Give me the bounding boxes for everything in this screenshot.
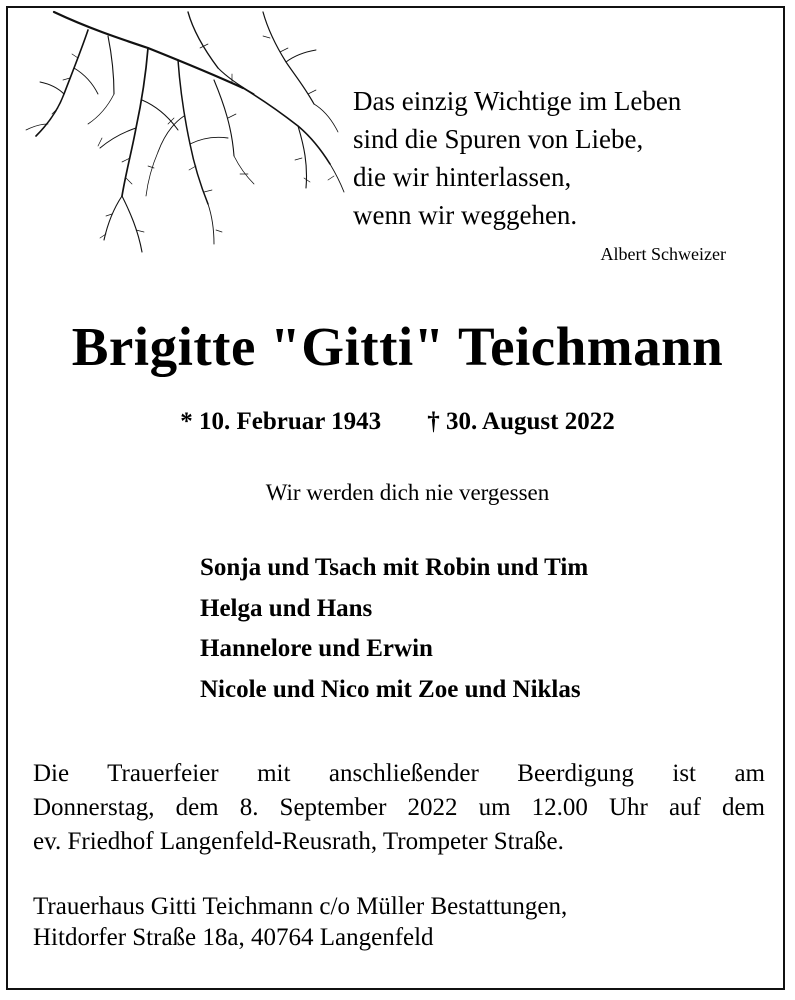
- mourner-line: Hannelore und Erwin: [200, 635, 433, 662]
- quote-line: Das einzig Wichtige im Leben: [353, 86, 682, 116]
- ceremony-notice: [33, 757, 765, 859]
- mourner-line: Helga und Hans: [200, 594, 373, 622]
- ceremony-line: Die Trauerfeier mit anschließender Beerdigung ist am: [33, 760, 765, 787]
- mourner-line: Nicole und Nico mit Zoe und Niklas: [200, 675, 581, 703]
- quote: [353, 82, 773, 234]
- deceased-name: Brigitte "Gitti" Teichmann: [71, 316, 724, 377]
- quote-line: die wir hinterlassen,: [353, 162, 572, 192]
- address-line: Trauerhaus Gitti Teichmann c/o Müller Bestattungen,: [33, 893, 568, 920]
- life-dates: [0, 408, 795, 436]
- quote-author: Albert Schweizer: [600, 244, 726, 264]
- ceremony-line: ev. Friedhof Langenfeld-Reusrath, Trompeter Straße.: [33, 828, 564, 855]
- bare-branches-icon: [18, 8, 348, 268]
- birth-date: * 10. Februar 1943: [180, 408, 382, 435]
- quote-line: sind die Spuren von Liebe,: [353, 124, 644, 154]
- mourners-list: [200, 548, 760, 710]
- death-date: † 30. August 2022: [427, 408, 615, 435]
- ceremony-line: Donnerstag, dem 8. September 2022 um 12.00 Uhr auf dem: [33, 794, 765, 821]
- quote-line: wenn wir weggehen.: [353, 200, 578, 230]
- address-line: Hitdorfer Straße 18a, 40764 Langenfeld: [33, 924, 434, 951]
- farewell-line: Wir werden dich nie vergessen: [265, 480, 550, 505]
- mourner-line: Sonja und Tsach mit Robin und Tim: [200, 554, 589, 581]
- mourning-address: [33, 891, 765, 953]
